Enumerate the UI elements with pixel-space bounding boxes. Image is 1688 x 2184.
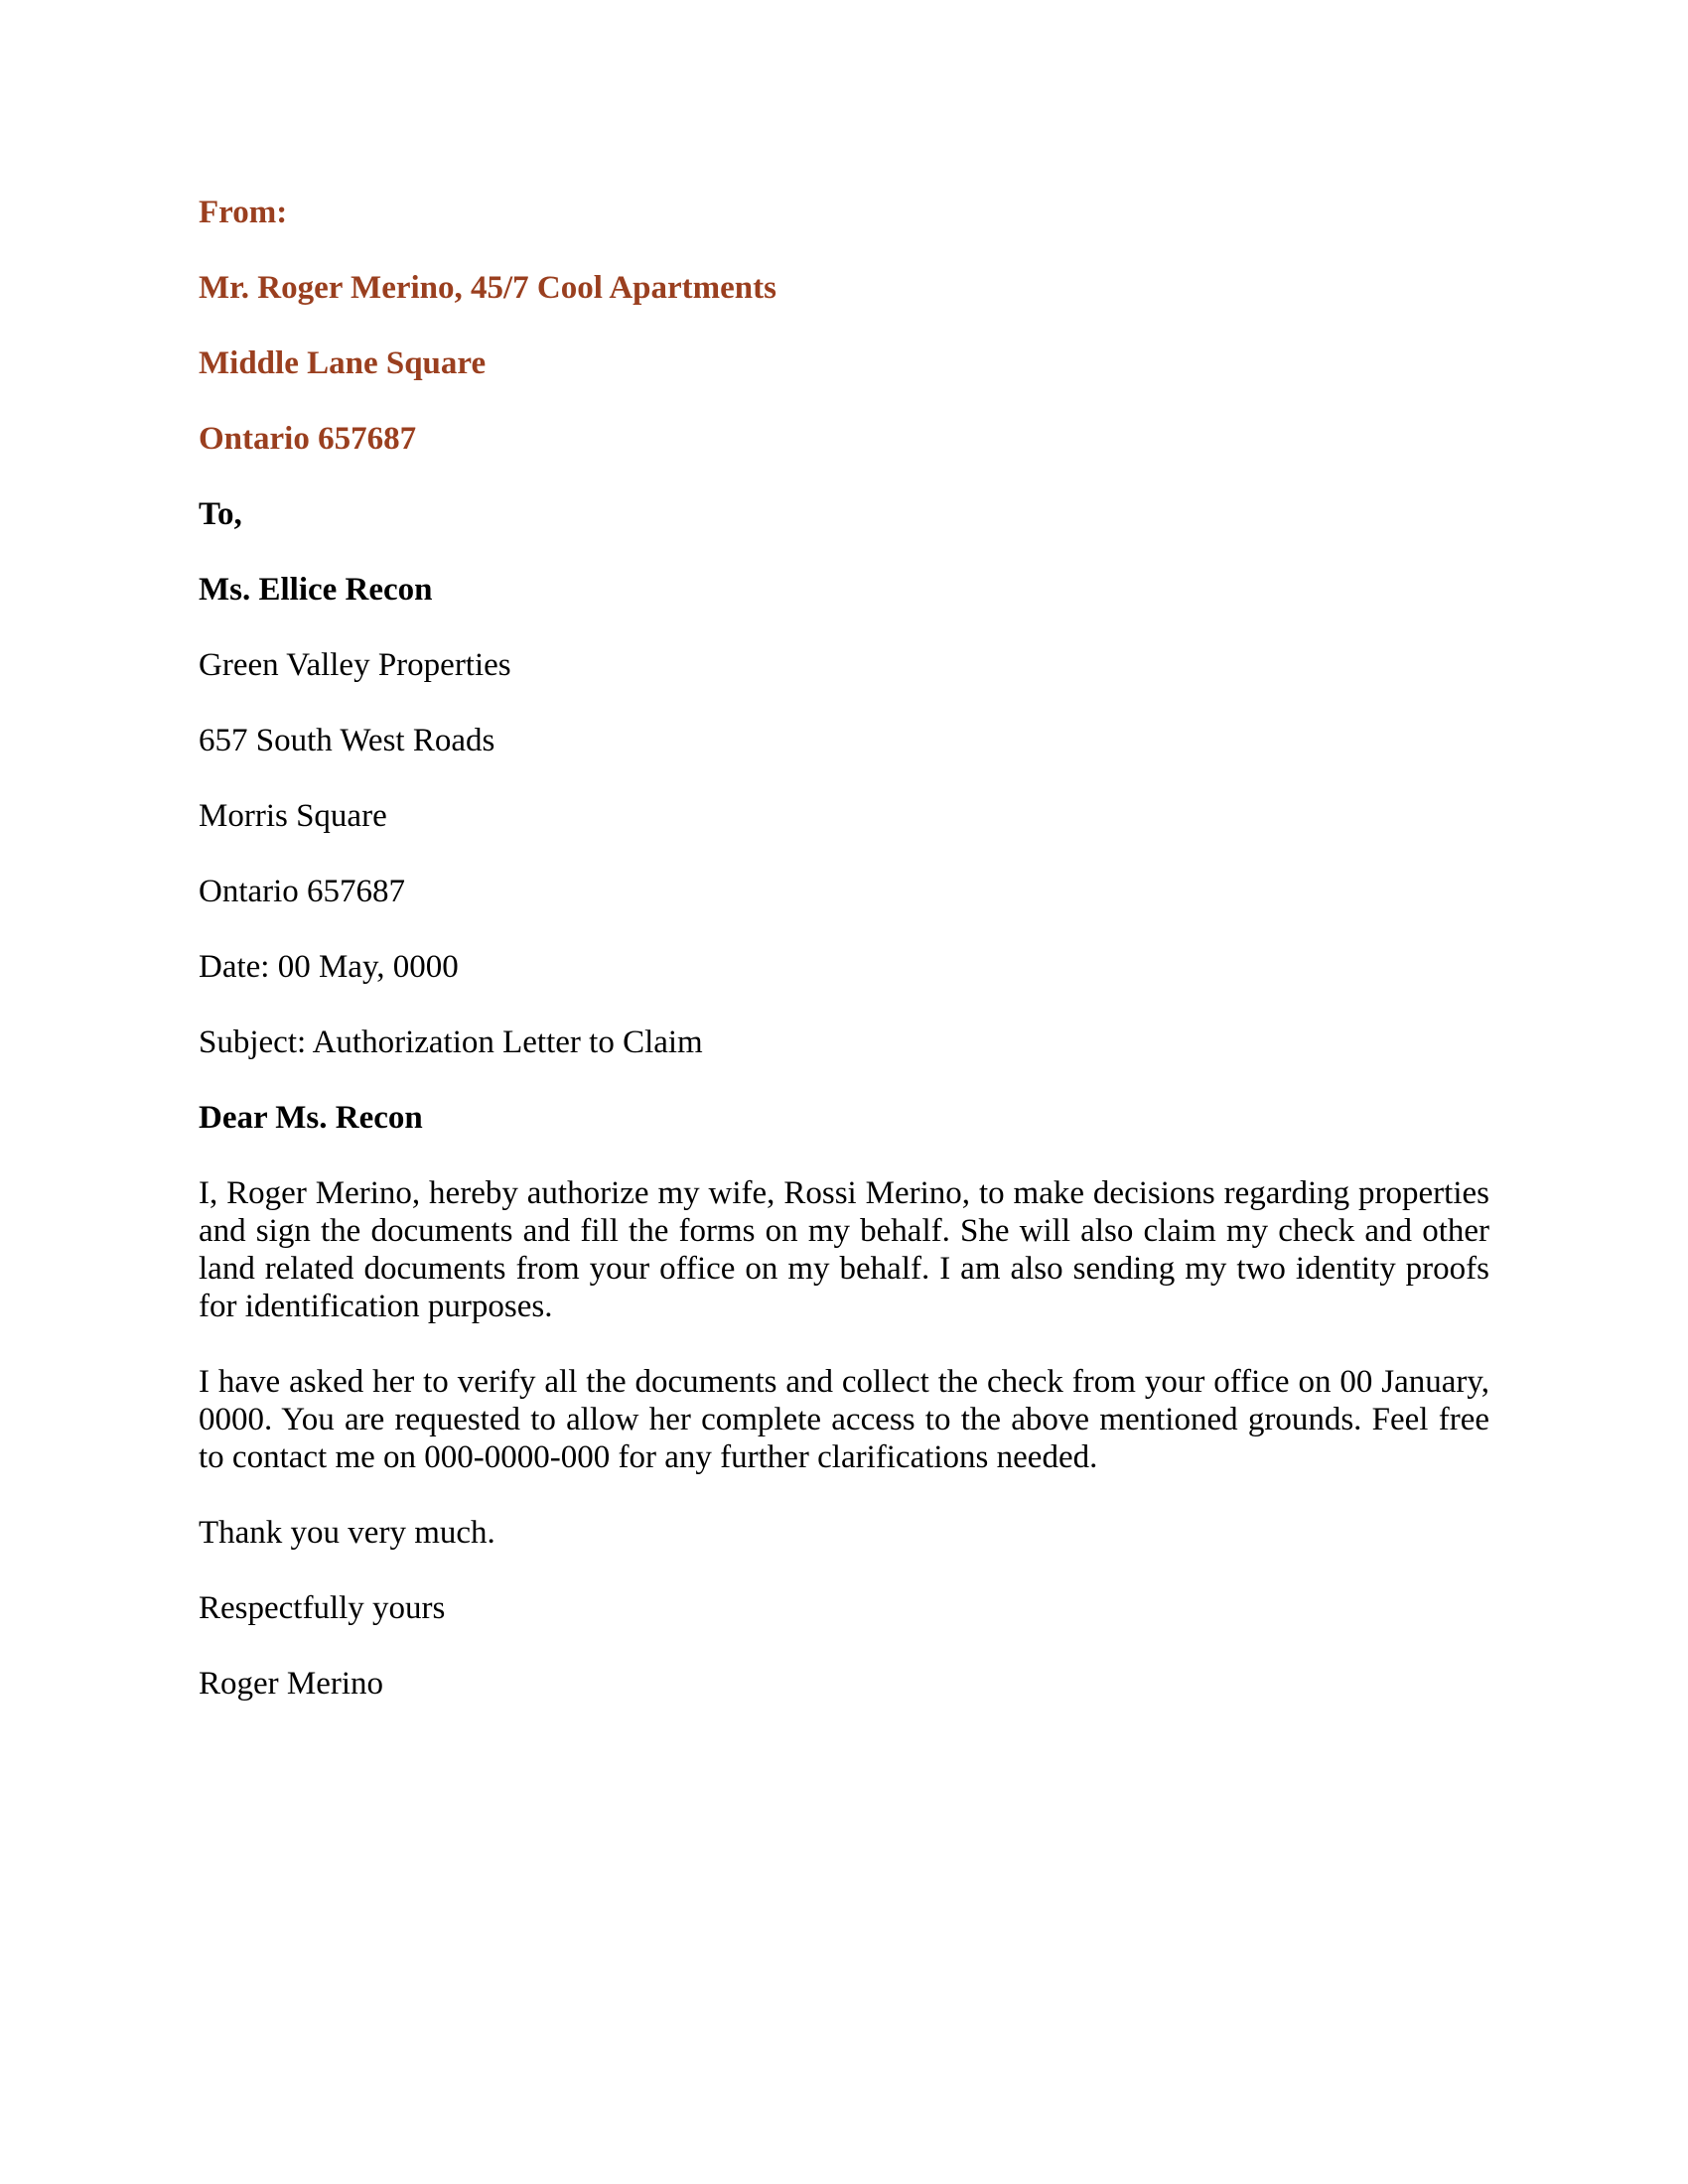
recipient-company: Green Valley Properties	[199, 647, 511, 683]
from-label: From:	[199, 195, 288, 230]
recipient-city-zip: Ontario 657687	[199, 874, 406, 909]
recipient-street: 657 South West Roads	[199, 723, 495, 758]
body-paragraph-2: I have asked her to verify all the documents and collect the check from your office on 00 January, 0000. You are requested to allow her complete access to the above mentioned grounds. Feel free to contact me on 000-0000-000 for any further clarifications needed.	[199, 1364, 1489, 1475]
body-paragraph-1: I, Roger Merino, hereby authorize my wife, Rossi Merino, to make decisions regarding properties and sign the documents and fill the forms on my behalf. She will also claim my check and other land related documents from your office on my behalf. I am also sending my two identity proofs for identification purposes.	[199, 1175, 1489, 1324]
subject-line: Subject: Authorization Letter to Claim	[199, 1024, 703, 1060]
thanks-line: Thank you very much.	[199, 1515, 495, 1551]
signature-name: Roger Merino	[199, 1666, 384, 1702]
salutation: Dear Ms. Recon	[199, 1100, 423, 1136]
closing-line: Respectfully yours	[199, 1590, 446, 1626]
sender-name-address: Mr. Roger Merino, 45/7 Cool Apartments	[199, 270, 776, 306]
sender-street: Middle Lane Square	[199, 345, 487, 381]
recipient-name: Ms. Ellice Recon	[199, 572, 433, 608]
recipient-square: Morris Square	[199, 798, 387, 834]
date-line: Date: 00 May, 0000	[199, 949, 459, 985]
sender-city-zip: Ontario 657687	[199, 421, 417, 457]
to-label: To,	[199, 496, 242, 532]
